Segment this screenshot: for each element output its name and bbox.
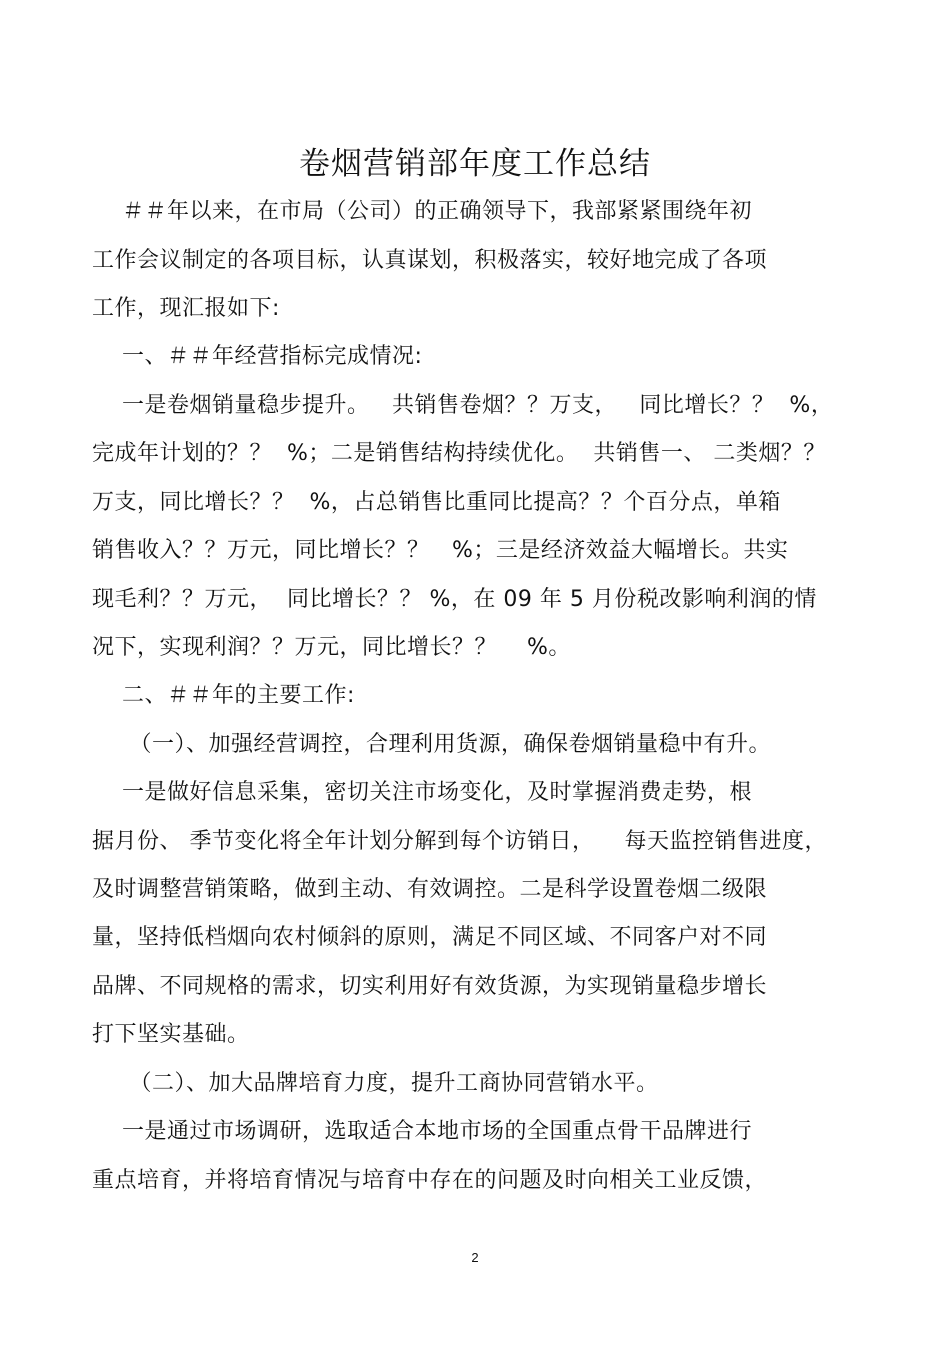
text-line: 重点培育，并将培育情况与培育中存在的问题及时向相关工业反馈，	[92, 1168, 768, 1193]
document-title: 卷烟营销部年度工作总结	[299, 146, 651, 182]
text-line: 工作，现汇报如下:	[92, 296, 280, 321]
text-line: 销售收入？？万元，同比增长？？ %；三是经济效益大幅增长。共实	[92, 538, 789, 563]
text-line: ＃＃年以来，在市局（公司）的正确领导下，我部紧紧围绕年初	[92, 199, 752, 224]
text-line: 完成年计划的？？ %；二是销售结构持续优化。 共销售一、 二类烟？？	[92, 441, 826, 466]
section-heading: 二、＃＃年的主要工作:	[92, 683, 355, 708]
text-line: 一是卷烟销量稳步提升。 共销售卷烟？？万支， 同比增长？？ %，	[92, 393, 834, 418]
text-line: 况下，实现利润？？万元，同比增长？？ %。	[92, 635, 571, 660]
text-line: 现毛利？？万元， 同比增长？？ %，在 09 年 5 月份税改影响利润的情	[92, 587, 817, 612]
section-heading: 一、＃＃年经营指标完成情况:	[92, 344, 423, 369]
text-line: 打下坚实基础。	[92, 1022, 250, 1047]
text-line: 一是通过市场调研，选取适合本地市场的全国重点骨干品牌进行	[92, 1119, 752, 1144]
text-line: 一是做好信息采集，密切关注市场变化，及时掌握消费走势，根	[92, 780, 752, 805]
subsection-heading: （一）、加强经营调控，合理利用货源，确保卷烟销量稳中有升。	[92, 732, 771, 757]
text-line: 工作会议制定的各项目标，认真谋划，积极落实，较好地完成了各项	[92, 248, 768, 273]
text-line: 品牌、不同规格的需求，切实利用好有效货源，为实现销量稳步增长	[92, 974, 768, 999]
page-number: 2	[471, 1250, 479, 1265]
text-line: 万支，同比增长？？ %，占总销售比重同比提高？？个百分点，单箱	[92, 490, 781, 515]
text-line: 及时调整营销策略，做到主动、有效调控。二是科学设置卷烟二级限	[92, 877, 768, 902]
text-line: 据月份、 季节变化将全年计划分解到每个访销日， 每天监控销售进度，	[92, 829, 827, 854]
text-line: 量，坚持低档烟向农村倾斜的原则，满足不同区域、不同客户对不同	[92, 925, 768, 950]
subsection-heading: （二）、加大品牌培育力度，提升工商协同营销水平。	[92, 1071, 659, 1096]
